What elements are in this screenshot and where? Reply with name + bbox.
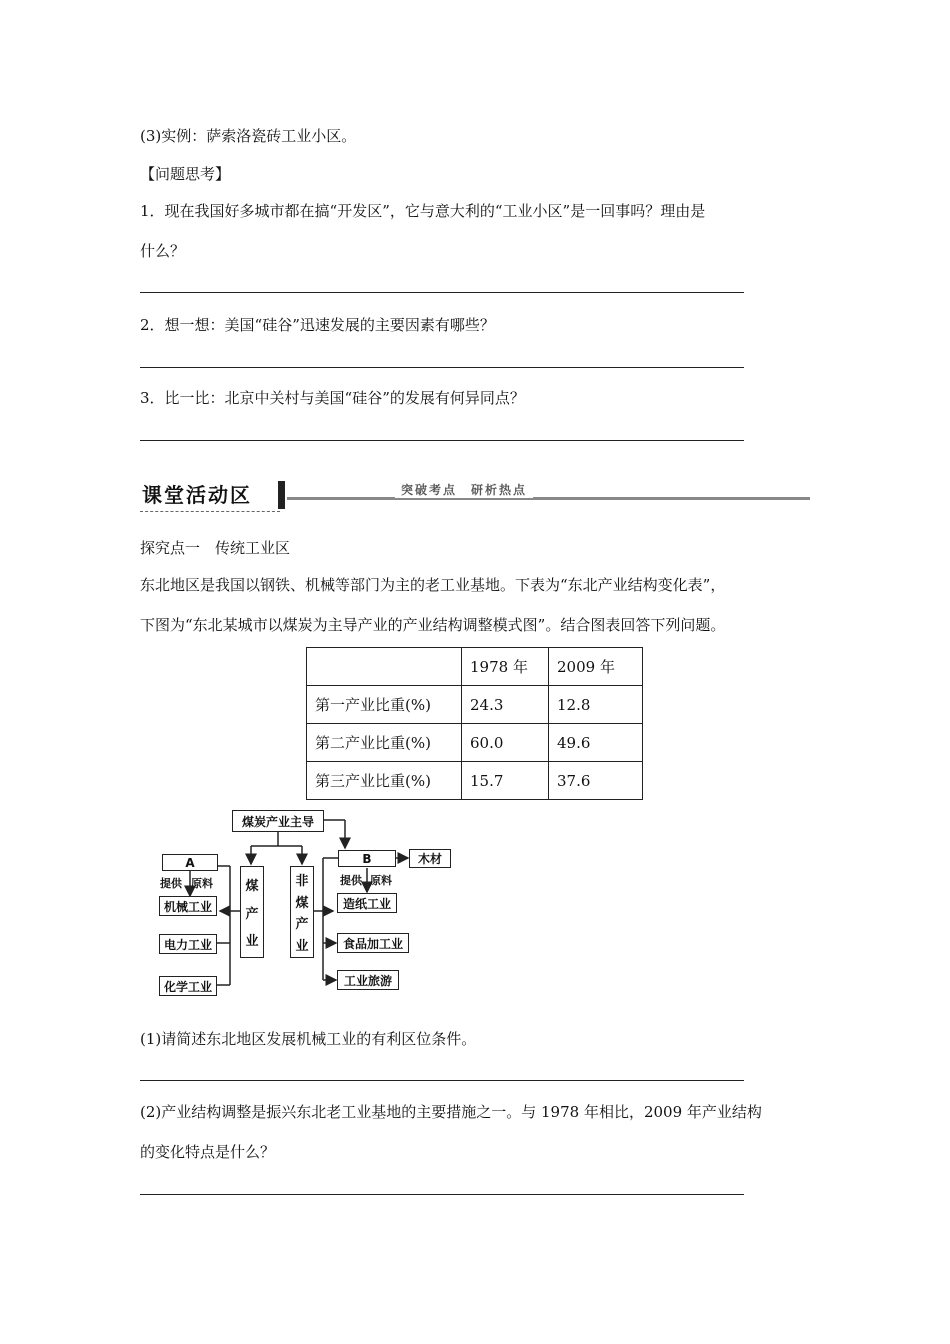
box-a: A [162,854,218,871]
question-analysis-2-line-1: (2)产业结构调整是振兴东北老工业基地的主要措施之一。与 1978 年相比，2009 年产业结构 [140,1103,762,1121]
question-3: 3．比一比：北京中关村与美国“硅谷”的发展有何异同点？ [140,389,525,407]
answer-line [140,1194,744,1195]
question-2: 2．想一想：美国“硅谷”迅速发展的主要因素有哪些？ [140,316,495,334]
table-cell: 15.7 [462,762,549,800]
section-para-line-1: 东北地区是我国以钢铁、机械等部门为主的老工业基地。下表为“东北产业结构变化表”， [140,576,726,594]
table-header-cell: 2009 年 [549,648,643,686]
industrial-tourism-box: 工业旅游 [337,970,399,990]
coal-char: 煤 [245,879,259,895]
table-cell: 37.6 [549,762,643,800]
table-cell: 24.3 [462,686,549,724]
table-cell: 60.0 [462,724,549,762]
material-label-b: 原料 [370,874,392,887]
provide-label-b: 提供 [340,874,362,887]
noncoal-char: 非 [295,873,309,889]
think-header: 【问题思考】 [140,165,231,183]
banner-subtitle: 突破考点 研析热点 [395,481,533,498]
box-b: B [338,850,396,867]
table-cell: 第三产业比重(%) [307,762,462,800]
coal-industry-box [240,866,264,958]
answer-line [140,1080,744,1081]
table-header-cell: 1978 年 [462,648,549,686]
section-heading: 探究点一 传统工业区 [140,539,291,557]
noncoal-char: 业 [295,939,309,955]
coal-dominant-box: 煤炭产业主导 [232,810,324,832]
table-cell: 第二产业比重(%) [307,724,462,762]
question-1-line-2: 什么？ [140,242,186,260]
wood-box: 木材 [409,849,451,868]
table-cell: 第一产业比重(%) [307,686,462,724]
machinery-industry-box: 机械工业 [159,896,217,916]
paper-industry-box: 造纸工业 [337,893,397,913]
food-processing-box: 食品加工业 [337,933,409,953]
example-text: (3)实例：萨索洛瓷砖工业小区。 [140,127,357,145]
non-coal-industry-box [290,866,314,958]
table-cell: 12.8 [549,686,643,724]
coal-char: 产 [245,906,259,922]
noncoal-char: 煤 [295,895,309,911]
section-para-line-2: 下图为“东北某城市以煤炭为主导产业的产业结构调整模式图”。结合图表回答下列问题。 [140,616,726,634]
provide-label-a: 提供 [160,877,182,890]
power-industry-box: 电力工业 [159,934,217,954]
table-cell: 49.6 [549,724,643,762]
question-analysis-2-line-2: 的变化特点是什么？ [140,1143,276,1161]
banner-title: 课堂活动区 [142,483,252,507]
chemical-industry-box: 化学工业 [159,976,217,996]
noncoal-char: 产 [295,917,309,933]
question-analysis-1: (1)请简述东北地区发展机械工业的有利区位条件。 [140,1030,477,1048]
coal-char: 业 [245,933,259,949]
material-label-a: 原料 [191,877,213,890]
question-1-line-1: 1．现在我国好多城市都在搞“开发区”，它与意大利的“工业小区”是一回事吗？理由是 [140,202,706,220]
